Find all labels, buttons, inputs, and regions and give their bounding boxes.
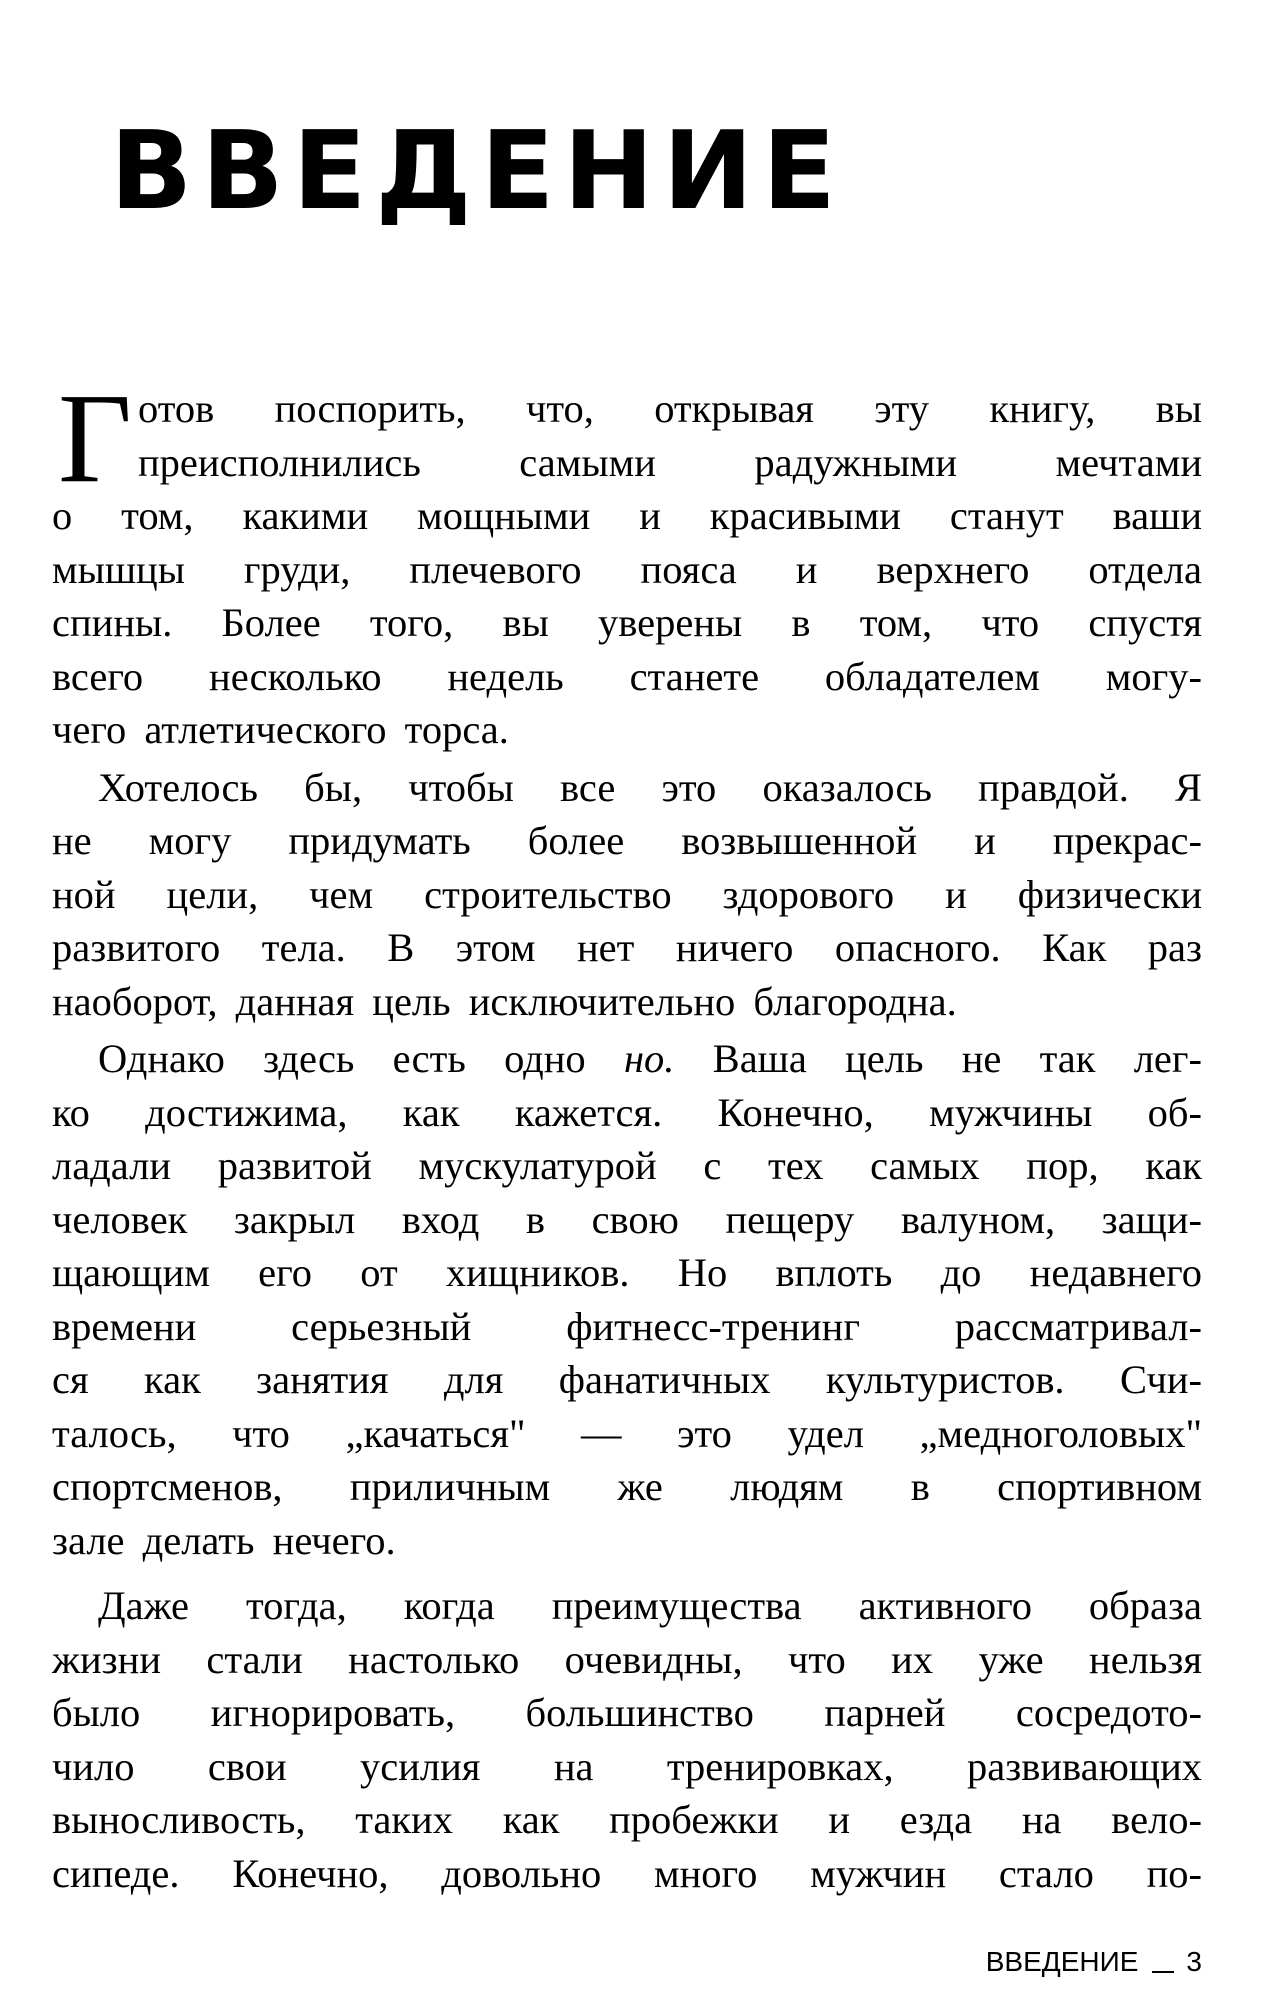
text-line: выносливость, таких как пробежки и езда на вело- — [52, 1797, 1202, 1842]
text-line: ладали развитой мускулатурой с тех самых пор, как — [52, 1143, 1202, 1188]
text-line: сипеде. Конечно, довольно много мужчин стало по- — [52, 1850, 1202, 1896]
drop-cap: Г — [58, 367, 132, 509]
text-line: наоборот, данная цель исключительно благородна. — [52, 978, 957, 1024]
text-line: жизни стали настолько очевидны, что их уже нельзя — [52, 1636, 1202, 1682]
text-line: человек закрыл вход в свою пещеру валуном, защи- — [52, 1196, 1202, 1242]
text-run: Однако здесь есть одно — [98, 1036, 624, 1081]
paragraph-1 — [52, 367, 1202, 757]
text-line: Даже тогда, когда преимущества активного образа — [98, 1583, 1202, 1628]
text-line: развитого тела. В этом нет ничего опасного. Как раз — [52, 925, 1202, 970]
text-line: спины. Более того, вы уверены в том, что спустя — [52, 600, 1202, 645]
text-line: преисполнились самыми радужными мечтами — [138, 439, 1202, 485]
text-line: ся как занятия для фанатичных культуристов. Счи- — [52, 1357, 1202, 1402]
text-line: щающим его от хищников. Но вплоть до недавнего — [52, 1250, 1202, 1295]
text-line: о том, какими мощными и красивыми станут ваши — [52, 493, 1202, 538]
body-text — [52, 367, 1203, 1900]
text-line: не могу придумать более возвышенной и прекрас- — [52, 818, 1202, 863]
text-line — [52, 1032, 1202, 1086]
text-line: мышцы груди, плечевого пояса и верхнего отдела — [52, 546, 1202, 592]
paragraph-4 — [52, 1579, 1202, 1900]
text-line: ко достижима, как кажется. Конечно, мужчины об- — [52, 1089, 1202, 1135]
chapter-title: ВВЕДЕНИЕ — [110, 109, 845, 234]
text-line: спортсменов, приличным же людям в спортивном — [52, 1464, 1202, 1509]
text-line: чего атлетического торса. — [52, 707, 509, 752]
text-line: зале делать нечего. — [52, 1517, 396, 1563]
text-run: Ваша цель не так лег- — [674, 1036, 1203, 1081]
italic-word: но. — [623, 1036, 675, 1081]
text-line: было игнорировать, большинство парней сосредото- — [52, 1690, 1202, 1735]
paragraph-3 — [52, 1032, 1202, 1567]
page-footer — [986, 1948, 1202, 1976]
text-line: времени серьезный фитнесс-тренинг рассматривал- — [52, 1303, 1202, 1349]
text-line: талось, что „качаться" — это удел „медноголовых" — [52, 1410, 1202, 1456]
paragraph-2 — [52, 761, 1202, 1029]
page-number: 3 — [1186, 1946, 1202, 1977]
text-line: отов поспорить, что, открывая эту книгу, вы — [138, 386, 1202, 431]
footer-separator — [1152, 1971, 1174, 1973]
text-line: чило свои усилия на тренировках, развивающих — [52, 1743, 1202, 1789]
running-head: ВВЕДЕНИЕ — [985, 1946, 1139, 1977]
text-line: Хотелось бы, чтобы все это оказалось правдой. Я — [98, 764, 1202, 810]
text-line: ной цели, чем строительство здорового и физически — [52, 871, 1202, 917]
text-line: всего несколько недель станете обладателем могу- — [52, 653, 1202, 699]
